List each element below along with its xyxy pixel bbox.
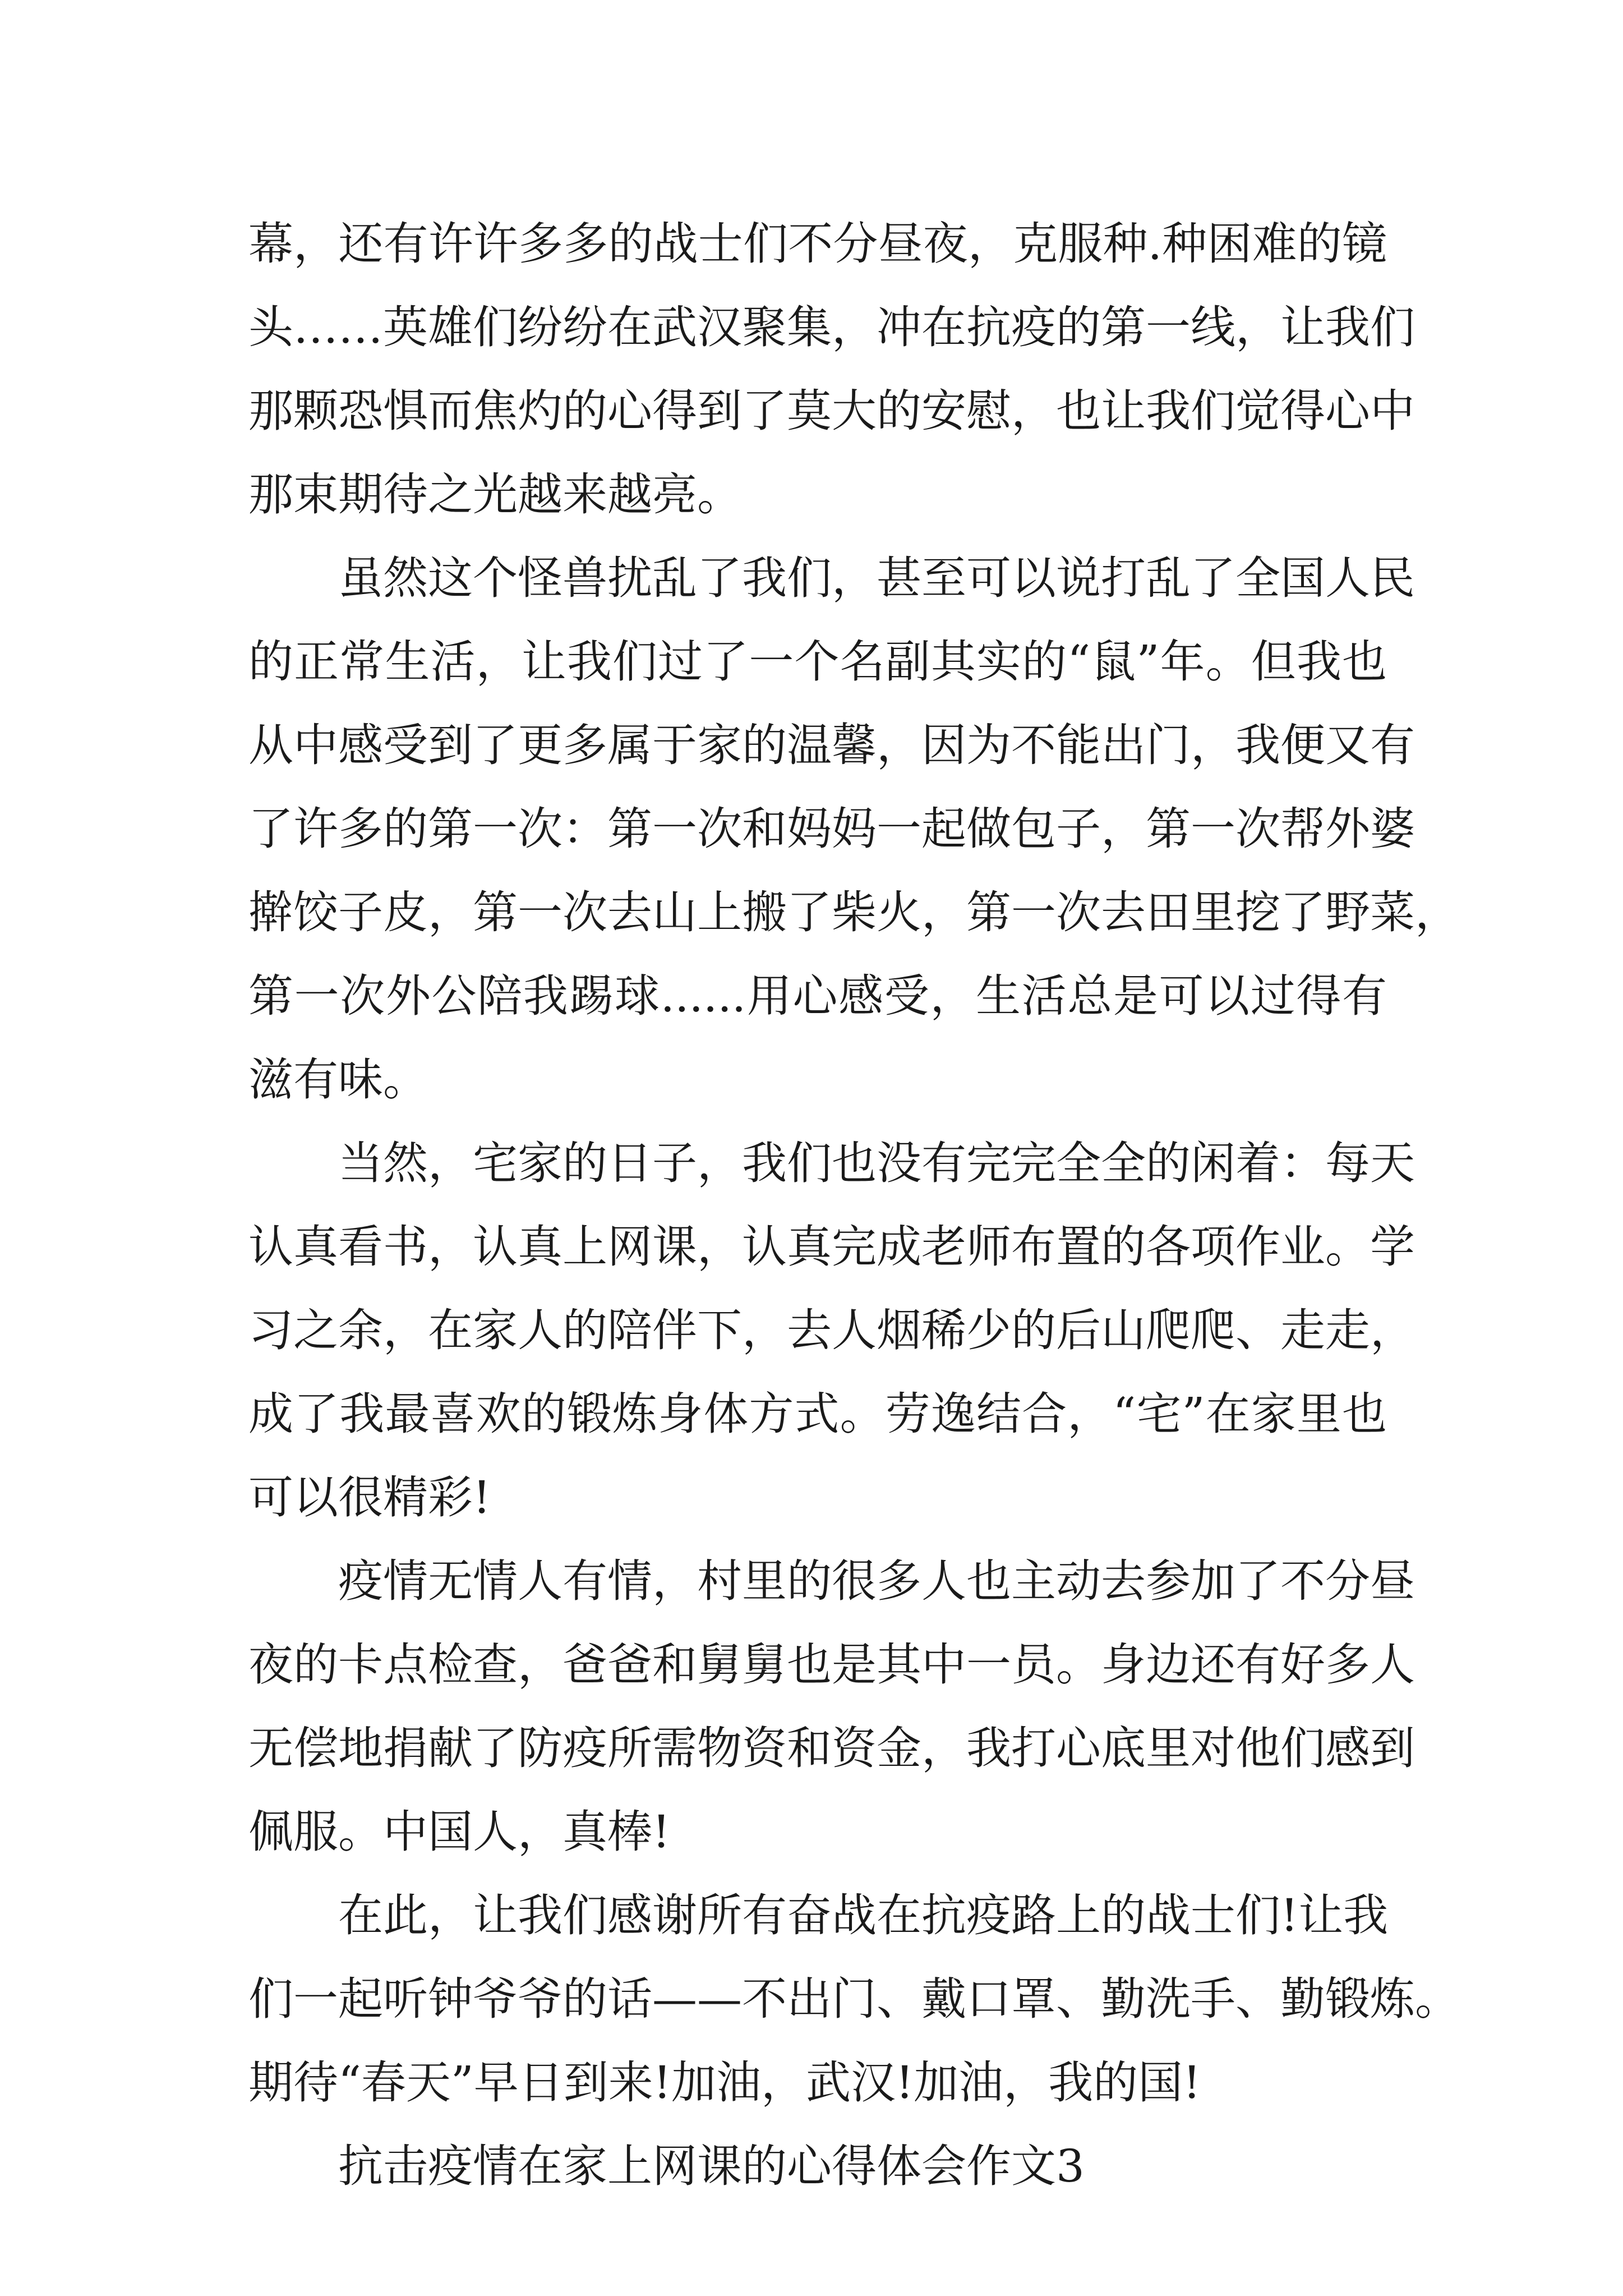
text-line: 习之余，在家人的陪伴下，去人烟稀少的后山爬爬、走走，: [248, 1304, 1415, 1356]
section-heading: 抗击疫情在家上网课的心得体会作文3: [338, 2140, 1085, 2192]
text-line: 那颗恐惧而焦灼的心得到了莫大的安慰，也让我们觉得心中: [248, 385, 1415, 437]
paragraph-first-line: 在此，让我们感谢所有奋战在抗疫路上的战士们!让我: [338, 1889, 1389, 1941]
paragraph-first-line: 虽然这个怪兽扰乱了我们，甚至可以说打乱了全国人民: [338, 552, 1415, 604]
text-line: 了许多的第一次：第一次和妈妈一起做包子，第一次帮外婆: [248, 803, 1415, 855]
text-line: 认真看书，认真上网课，认真完成老师布置的各项作业。学: [248, 1221, 1415, 1273]
paragraph-first-line: 当然，宅家的日子，我们也没有完完全全的闲着：每天: [338, 1137, 1415, 1189]
text-line: 幕，还有许许多多的战士们不分昼夜，克服种.种困难的镜: [248, 218, 1387, 270]
text-line: 第一次外公陪我踢球......用心感受，生活总是可以过得有: [248, 970, 1387, 1022]
text-line: 头……英雄们纷纷在武汉聚集，冲在抗疫的第一线，让我们: [248, 301, 1415, 353]
text-line: 们一起听钟爷爷的话——不出门、戴口罩、勤洗手、勤锻炼。: [248, 1973, 1460, 2025]
text-line: 佩服。中国人，真棒!: [248, 1806, 671, 1858]
text-line: 成了我最喜欢的锻炼身体方式。劳逸结合，“宅”在家里也: [248, 1388, 1387, 1440]
text-line: 那束期待之光越来越亮。: [248, 468, 742, 521]
text-line: 无偿地捐献了防疫所需物资和资金，我打心底里对他们感到: [248, 1722, 1415, 1774]
text-line: 滋有味。: [248, 1053, 428, 1106]
text-line: 从中感受到了更多属于家的温馨，因为不能出门，我便又有: [248, 719, 1415, 771]
paragraph-first-line: 疫情无情人有情，村里的很多人也主动去参加了不分昼: [338, 1555, 1415, 1607]
text-line: 期待“春天”早日到来!加油，武汉!加油，我的国!: [248, 2056, 1201, 2109]
text-line: 的正常生活，让我们过了一个名副其实的“鼠”年。但我也: [248, 636, 1387, 688]
text-line: 夜的卡点检查，爸爸和舅舅也是其中一员。身边还有好多人: [248, 1639, 1415, 1691]
essay-body: [248, 202, 1460, 2208]
text-line: 可以很精彩!: [248, 1471, 491, 1524]
text-line: 擀饺子皮，第一次去山上搬了柴火，第一次去田里挖了野菜，: [248, 886, 1460, 938]
